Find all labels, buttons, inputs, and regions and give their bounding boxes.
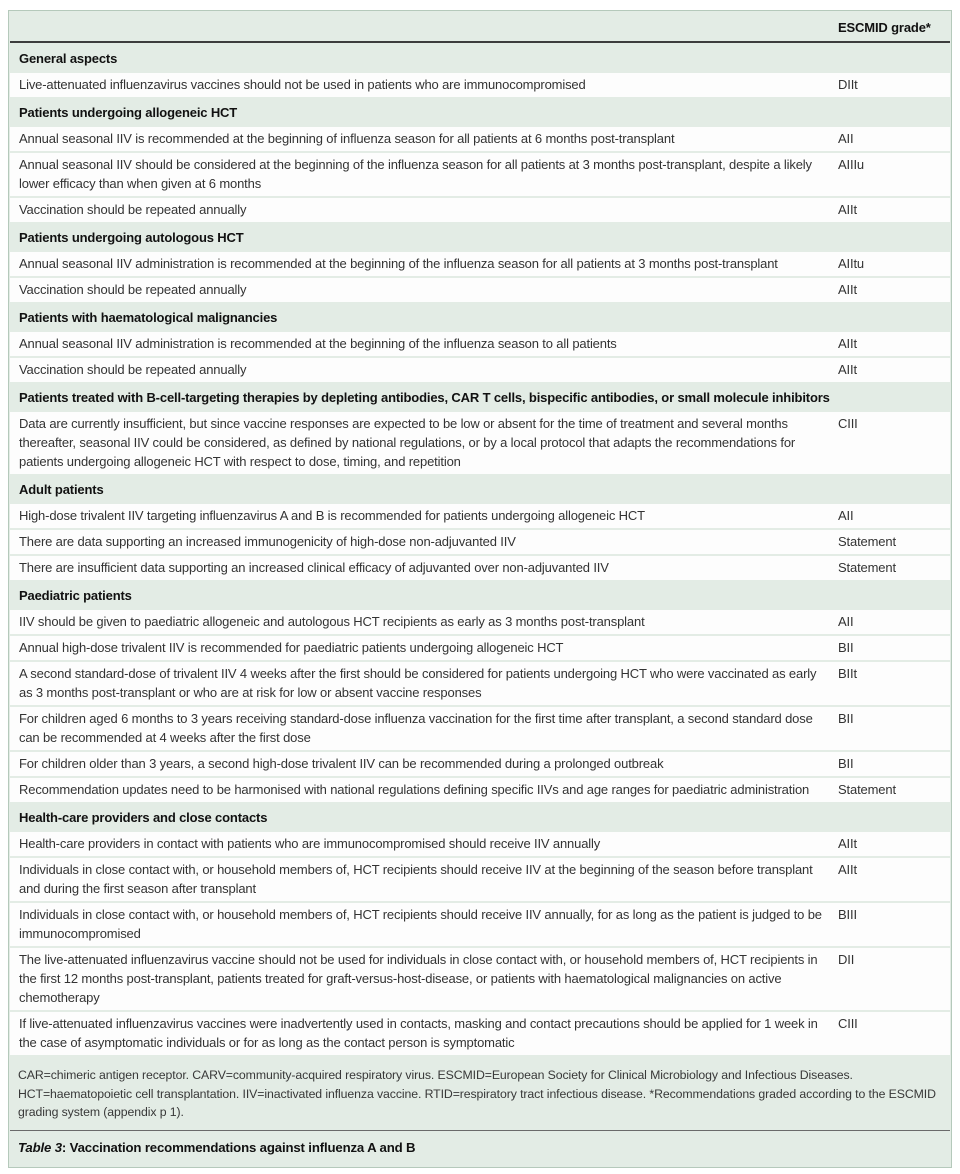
- table-page: [0, 10, 960, 1168]
- grade-value: BII: [838, 756, 854, 771]
- recommendation-text: Recommendation updates need to be harmonised with national regulations defining specific IIVs and age ranges for paediatric administration: [19, 782, 810, 797]
- recommendation-text: For children aged 6 months to 3 years receiving standard-dose influenza vaccination for the first time after transplant, a second standard dose can be recommended at 4 weeks after the first dose: [19, 711, 813, 745]
- grade-value: AII: [838, 614, 854, 629]
- recommendation-text: If live-attenuated influenzavirus vaccines were inadvertently used in contacts, masking and contact precautions should be applied for 1 week in the case of asymptomatic individuals or for as long as the contact person is symptomatic: [19, 1016, 818, 1050]
- recommendation-text: Annual seasonal IIV should be considered at the beginning of the influenza season for all patients at 3 months post-transplant, despite a likely lower efficacy than when given at 6 months: [19, 157, 812, 191]
- grade-value: BIII: [838, 907, 857, 922]
- grade-value: AIIt: [838, 862, 857, 877]
- grade-value: AIIt: [838, 202, 857, 217]
- recommendation-text: Vaccination should be repeated annually: [19, 202, 247, 217]
- table-row: [10, 1012, 950, 1055]
- recommendation-text: A second standard-dose of trivalent IIV 4 weeks after the first should be considered for patients undergoing HCT who were vaccinated as early as 3 months post-transplant or who are at risk for low or absent vaccine responses: [19, 666, 817, 700]
- table-body: [9, 45, 951, 1055]
- grade-value: AIIIu: [838, 157, 864, 172]
- table3-card: [8, 10, 952, 1168]
- header-spacer: [10, 20, 838, 35]
- grade-value: AIIt: [838, 282, 857, 297]
- grade-column-header: ESCMID grade*: [838, 20, 931, 35]
- table-row: [10, 332, 950, 356]
- table-header-row: [10, 11, 950, 41]
- grade-value: AIIt: [838, 362, 857, 377]
- recommendation-text: Annual seasonal IIV administration is recommended at the beginning of the influenza season for all patients at 3 months post-transplant: [19, 256, 778, 271]
- table-caption-text: : Vaccination recommendations against influenza A and B: [61, 1139, 416, 1155]
- table-row: [10, 858, 950, 901]
- section-header: Patients with haematological malignancies: [19, 310, 278, 325]
- recommendation-text: IIV should be given to paediatric allogeneic and autologous HCT recipients as early as 3 months post-transplant: [19, 614, 645, 629]
- header-rule: [10, 41, 950, 43]
- section-header: Patients treated with B-cell-targeting therapies by depleting antibodies, CAR T cells, bispecific antibodies, or small molecule inhibitors: [19, 390, 830, 405]
- table-row: [10, 153, 950, 196]
- section-header: Paediatric patients: [19, 588, 132, 603]
- grade-value: AIIt: [838, 336, 857, 351]
- recommendation-text: Data are currently insufficient, but since vaccine responses are expected to be low or absent for the time of treatment and several months thereafter, seasonal IIV could be considered, as defined by national regulations, or by a local protocol that adapts the recommendations for patients undergoing allogeneic HCT with respect to dose, timing, and repetition: [19, 416, 796, 469]
- grade-value: Statement: [838, 534, 896, 549]
- table-row: [10, 198, 950, 222]
- section-header: Patients undergoing autologous HCT: [19, 230, 244, 245]
- recommendation-text: Individuals in close contact with, or household members of, HCT recipients should receive IIV at the beginning of the season before transplant and during the first season after transplant: [19, 862, 813, 896]
- grade-value: BIIt: [838, 666, 857, 681]
- grade-value: BII: [838, 640, 854, 655]
- table-row: [10, 358, 950, 382]
- grade-value: CIII: [838, 1016, 858, 1031]
- grade-value: BII: [838, 711, 854, 726]
- grade-value: AIIt: [838, 836, 857, 851]
- recommendation-text: Annual seasonal IIV administration is recommended at the beginning of the influenza season to all patients: [19, 336, 617, 351]
- recommendation-text: Individuals in close contact with, or household members of, HCT recipients should receive IIV annually, for as long as the patient is judged to be immunocompromised: [19, 907, 822, 941]
- grade-value: Statement: [838, 560, 896, 575]
- table-row: [10, 707, 950, 750]
- table-row: [10, 610, 950, 634]
- table-row: [10, 662, 950, 705]
- recommendation-text: Vaccination should be repeated annually: [19, 282, 247, 297]
- recommendation-text: Health-care providers in contact with patients who are immunocompromised should receive IIV annually: [19, 836, 601, 851]
- table-row: [10, 948, 950, 1010]
- table-row: [10, 252, 950, 276]
- table-row: [10, 636, 950, 660]
- recommendation-text: Vaccination should be repeated annually: [19, 362, 247, 377]
- recommendation-text: Live-attenuated influenzavirus vaccines should not be used in patients who are immunocompromised: [19, 77, 586, 92]
- grade-value: AIItu: [838, 256, 864, 271]
- recommendation-text: There are insufficient data supporting an increased clinical efficacy of adjuvanted over non-adjuvanted IIV: [19, 560, 609, 575]
- grade-value: CIII: [838, 416, 858, 431]
- section-header: Adult patients: [19, 482, 104, 497]
- section-header: Health-care providers and close contacts: [19, 810, 268, 825]
- table-row: [10, 556, 950, 580]
- grade-value: DIIt: [838, 77, 858, 92]
- grade-value: DII: [838, 952, 855, 967]
- table-row: [10, 278, 950, 302]
- grade-value: Statement: [838, 782, 896, 797]
- recommendation-text: There are data supporting an increased immunogenicity of high-dose non-adjuvanted IIV: [19, 534, 516, 549]
- grade-value: AII: [838, 508, 854, 523]
- table-row: [10, 778, 950, 802]
- table-caption-label: Table 3: [18, 1139, 62, 1155]
- section-header: Patients undergoing allogeneic HCT: [19, 105, 238, 120]
- grade-value: AII: [838, 131, 854, 146]
- table-row: [10, 504, 950, 528]
- recommendation-text: For children older than 3 years, a second high-dose trivalent IIV can be recommended during a prolonged outbreak: [19, 756, 664, 771]
- footnote: CAR=chimeric antigen receptor. CARV=community-acquired respiratory virus. ESCMID=European Society for Clinical Microbiology and Infectious Diseases. HCT=haematopoietic cell transplantation. IIV=inactivated influenza vaccine. RTID=respiratory tract infectious disease. *Recommendations graded according to the ESCMID grading system (appendix p 1).: [18, 1068, 936, 1119]
- table-row: [10, 530, 950, 554]
- section-header: General aspects: [19, 51, 118, 66]
- table-row: [10, 903, 950, 946]
- recommendation-text: Annual seasonal IIV is recommended at the beginning of influenza season for all patients at 6 months post-transplant: [19, 131, 675, 146]
- recommendation-text: High-dose trivalent IIV targeting influenzavirus A and B is recommended for patients undergoing allogeneic HCT: [19, 508, 645, 523]
- table-row: [10, 127, 950, 151]
- table-row: [10, 832, 950, 856]
- recommendation-text: Annual high-dose trivalent IIV is recommended for paediatric patients undergoing allogeneic HCT: [19, 640, 564, 655]
- table-row: [10, 752, 950, 776]
- table-row: [10, 73, 950, 97]
- table-caption: [9, 1131, 951, 1165]
- recommendation-text: The live-attenuated influenzavirus vaccine should not be used for individuals in close contact with, or household members of, HCT recipients in the first 12 months post-transplant, patients treated for graft-versus-host-disease, or patients with haematological malignancies on active chemotherapy: [19, 952, 818, 1005]
- table-row: [10, 412, 950, 474]
